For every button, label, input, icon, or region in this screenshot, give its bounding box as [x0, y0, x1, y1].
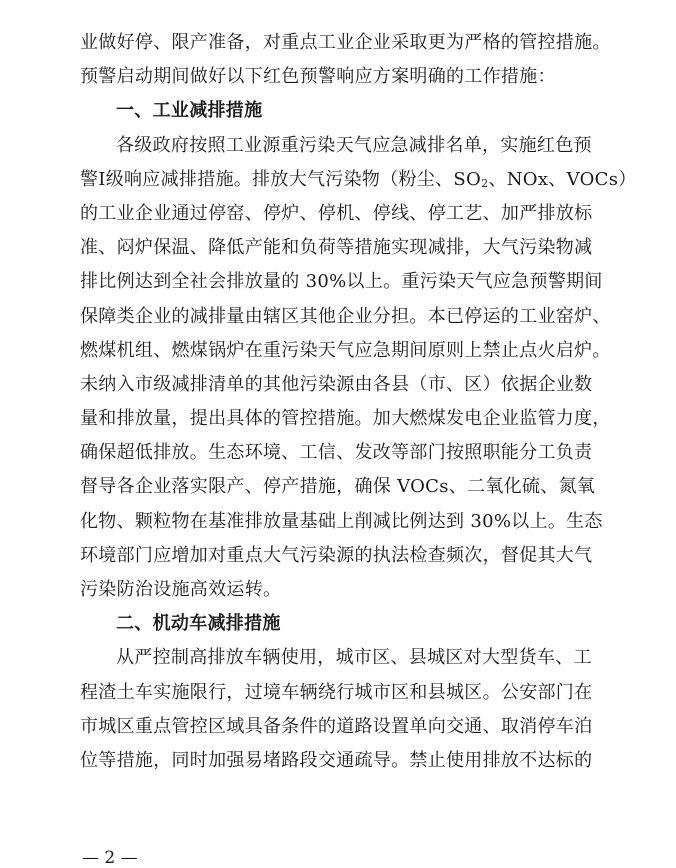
paragraph-line: 排比例达到全社会排放量的 30%以上。重污染天气应急预警期间	[80, 271, 603, 293]
paragraph-line: 督导各企业落实限产、停产措施，确保 VOCs、二氧化硫、氮氧	[80, 476, 596, 498]
paragraph-line	[80, 163, 637, 197]
paragraph-line: 保障类企业的减排量由辖区其他企业分担。本已停运的工业窑炉、	[80, 305, 611, 327]
paragraph-line: 确保超低排放。生态环境、工信、发改等部门按照职能分工负责	[80, 442, 593, 464]
paragraph-line: 从严控制高排放车辆使用，城市区、县城区对大型货车、工	[116, 647, 592, 669]
so2-text: SO	[453, 168, 482, 190]
paragraph-line: 的工业企业通过停窑、停炉、停机、停线、停工艺、加严排放标	[80, 202, 593, 224]
paragraph-line: 燃煤机组、燃煤锅炉在重污染天气应急期间原则上禁止点火启炉。	[80, 339, 611, 361]
paragraph-line: 量和排放量，提出具体的管控措施。加大燃煤发电企业监管力度，	[80, 408, 611, 430]
paragraph-line: 准、闷炉保温、降低产能和负荷等措施实现减排，大气污染物减	[80, 237, 593, 259]
paragraph-text: 警I级响应减排措施。排放大气污染物（粉尘、	[80, 168, 454, 190]
intro-line-2: 预警启动期间做好以下红色预警响应方案明确的工作措施：	[80, 66, 556, 88]
paragraph-line: 化物、颗粒物在基准排放量基础上削减比例达到 30%以上。生态	[80, 510, 603, 532]
paragraph-line: 市城区重点管控区域具备条件的道路设置单向交通、取消停车泊	[80, 715, 593, 737]
paragraph-line: 未纳入市级减排清单的其他污染源由各县（市、区）依据企业数	[80, 373, 593, 395]
paragraph-line: 各级政府按照工业源重污染天气应急减排名单，实施红色预	[116, 134, 592, 156]
page-number: — 2 —	[82, 848, 138, 868]
paragraph-line: 位等措施，同时加强易堵路段交通疏导。禁止使用排放不达标的	[80, 749, 593, 771]
paragraph-text: 、NOx、VOCs）	[488, 168, 637, 190]
document-page	[80, 26, 637, 778]
paragraph-line: 程渣土车实施限行，过境车辆绕行城市区和县城区。公安部门在	[80, 681, 593, 703]
intro-line-1: 业做好停、限产准备，对重点工业企业采取更为严格的管控措施。	[80, 32, 611, 53]
section-heading-industrial: 一、工业减排措施	[116, 100, 263, 122]
paragraph-line: 环境部门应增加对重点大气污染源的执法检查频次，督促其大气	[80, 544, 593, 566]
so2-subscript: 2	[481, 176, 489, 190]
section-heading-vehicle: 二、机动车减排措施	[116, 613, 281, 635]
paragraph-line: 污染防治设施高效运转。	[80, 579, 282, 600]
